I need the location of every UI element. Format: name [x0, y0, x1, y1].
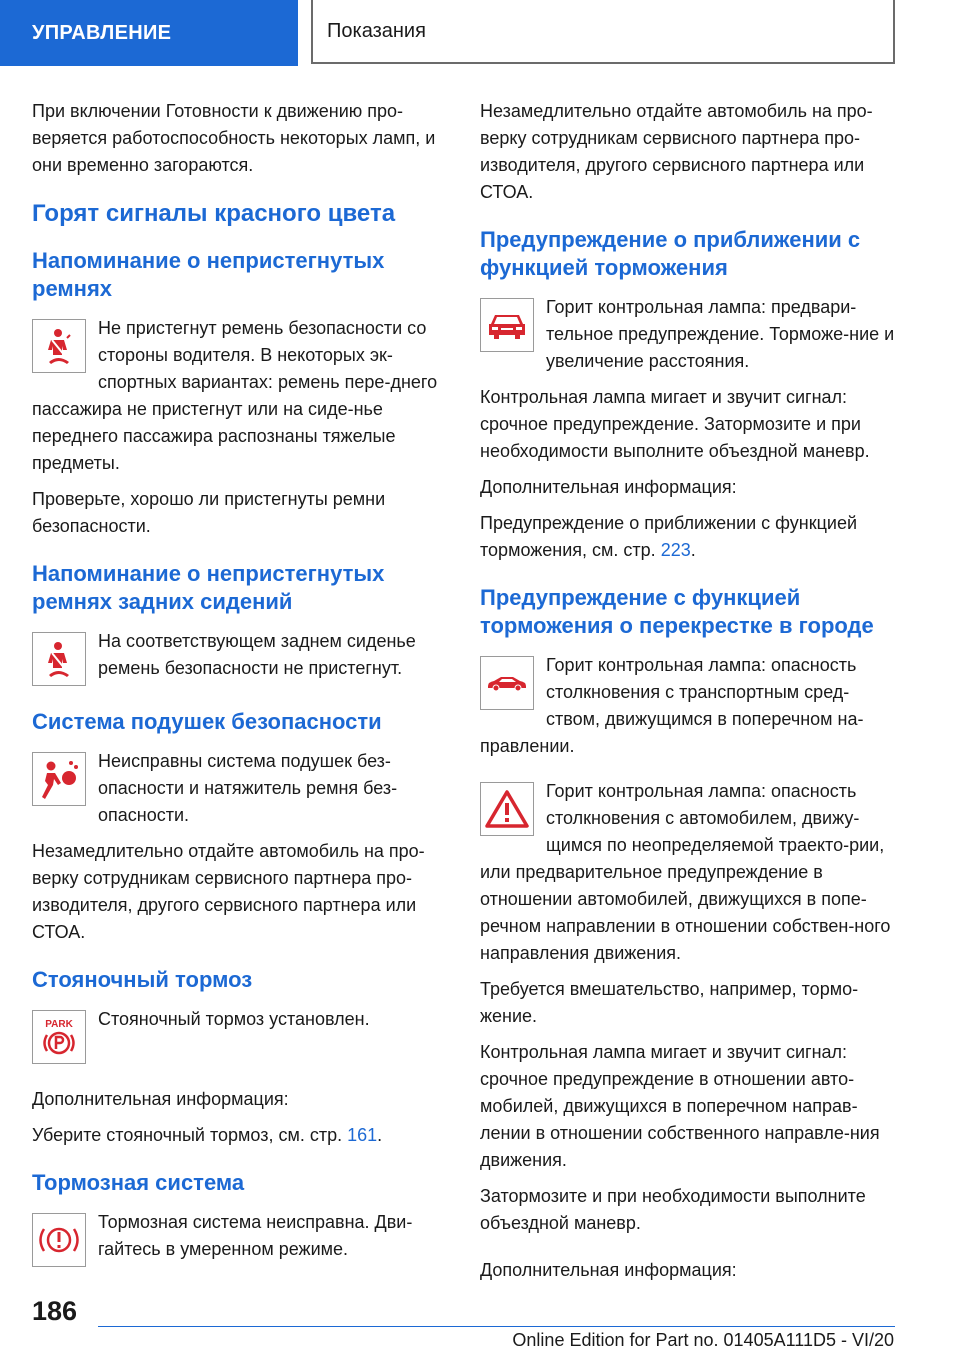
rear-seatbelt-block — [32, 628, 448, 690]
intro-paragraph: При включении Готовности к движению про-веряется работоспособность некоторых ламп, и они временно загораются. — [32, 101, 436, 175]
approach-ref-text: Предупреждение о приближении с функцией торможения, см. стр. 223. — [480, 513, 858, 560]
heading-seatbelt: Напоминание о непристегнутых ремнях — [32, 248, 385, 301]
rear-seatbelt-warning-icon — [32, 632, 86, 686]
section-title: УПРАВЛЕНИЕ — [32, 21, 172, 44]
seatbelt-block — [32, 315, 448, 477]
intersection-text-1: Горит контрольная лампа: опасность столкновения с транспортным сред-ством, движущимся в поперечном на-правлении. — [480, 655, 864, 756]
service-paragraph: Незамедлительно отдайте автомобиль на про-верку сотрудникам сервисного партнера про-изводителя, другого сервисного партнера или СТОА. — [480, 101, 873, 202]
crossing-car-icon — [480, 656, 534, 710]
intersection-block-1 — [480, 652, 896, 760]
heading-approach-warning: Предупреждение о приближении с функцией торможения — [480, 227, 861, 280]
heading-parking-brake: Стояночный тормоз — [32, 967, 253, 992]
intersection-flash-text: Контрольная лампа мигает и звучит сигнал: срочное предупреждение в отношении авто-мобилей, движущихся в поперечном направ-лении в отношении собственного направле-ния движения. — [480, 1042, 880, 1170]
edition-footer: Online Edition for Part no. 01405A111D5 - VI/20 — [512, 1330, 894, 1350]
heading-brake-system: Тормозная система — [32, 1170, 245, 1195]
seatbelt-check-text: Проверьте, хорошо ли пристегнуты ремни безопасности. — [32, 489, 386, 536]
airbag-block — [32, 748, 448, 829]
brake-warning-icon — [32, 1213, 86, 1267]
heading-airbag: Система подушек безопасности — [32, 709, 382, 734]
approach-warning-car-icon — [480, 298, 534, 352]
intersection-info-label: Дополнительная информация: — [480, 1260, 737, 1280]
parking-text: Стояночный тормоз установлен. — [98, 1009, 370, 1029]
footer-divider — [98, 1326, 895, 1327]
page-number: 186 — [32, 1296, 78, 1326]
parking-info-label: Дополнительная информация: — [32, 1089, 289, 1109]
brake-block — [32, 1209, 448, 1271]
brake-text: Тормозная система неисправна. Дви-гайтесь в умеренном режиме. — [98, 1212, 413, 1259]
park-label: PARK — [45, 1019, 73, 1030]
airbag-action-text: Незамедлительно отдайте автомобиль на про-верку сотрудникам сервисного партнера про-изводителя, другого сервисного партнера или СТОА. — [32, 841, 425, 942]
seatbelt-warning-icon — [32, 319, 86, 373]
parking-block — [32, 1006, 448, 1068]
page-link-223[interactable]: 223 — [660, 540, 691, 560]
page-link-161[interactable]: 161 — [347, 1125, 378, 1145]
airbag-text: Неисправны система подушек без-опасности и натяжитель ремня без-опасности. — [98, 751, 398, 825]
parking-release-text: Уберите стояночный тормоз, см. стр. 161. — [32, 1125, 383, 1145]
heading-intersection-warning: Предупреждение с функцией торможения о перекрестке в городе — [480, 585, 874, 638]
section-header — [0, 0, 298, 66]
left-column — [32, 98, 448, 1280]
approach-flash-text: Контрольная лампа мигает и звучит сигнал: срочное предупреждение. Затормозите и при необходимости выполните объездной маневр. — [480, 387, 870, 461]
rear-seatbelt-text: На соответствующем заднем сиденье ремень безопасности не пристегнут. — [98, 631, 416, 678]
intersection-text-2: Горит контрольная лампа: опасность столкновения с автомобилем, движу-щимся по неопределяемой траекто-рии, или предварительное предупреждение в отношении автомобилей, движущихся в попе-речном направлении в отношении собствен-ного направления движения. — [480, 781, 891, 963]
intersection-block-2 — [480, 778, 896, 967]
chapter-title: Показания — [327, 19, 426, 42]
heading-red-signals: Горят сигналы красного цвета — [32, 200, 396, 227]
heading-rear-seatbelt: Напоминание о непристегнутых ремнях задних сидений — [32, 561, 385, 614]
approach-block — [480, 294, 896, 375]
airbag-warning-icon — [32, 752, 86, 806]
intersection-brake-text: Затормозите и при необходимости выполните объездной маневр. — [480, 1186, 866, 1233]
warning-triangle-icon — [480, 782, 534, 836]
approach-text: Горит контрольная лампа: предвари-тельное предупреждение. Торможе-ние и увеличение расстояния. — [546, 297, 895, 371]
right-column — [480, 98, 896, 1293]
seatbelt-text: Не пристегнут ремень безопасности со стороны водителя. В некоторых эк-спортных вариантах: ремень пере-днего пассажира не пристегнут или на сиде-нье переднего пассажира распознаны тяжелые предметы. — [32, 318, 438, 473]
approach-info-label: Дополнительная информация: — [480, 477, 737, 497]
parking-brake-icon — [32, 1010, 86, 1064]
intersection-required-text: Требуется вмешательство, например, тормо-жение. — [480, 979, 859, 1026]
chapter-header — [311, 0, 895, 64]
